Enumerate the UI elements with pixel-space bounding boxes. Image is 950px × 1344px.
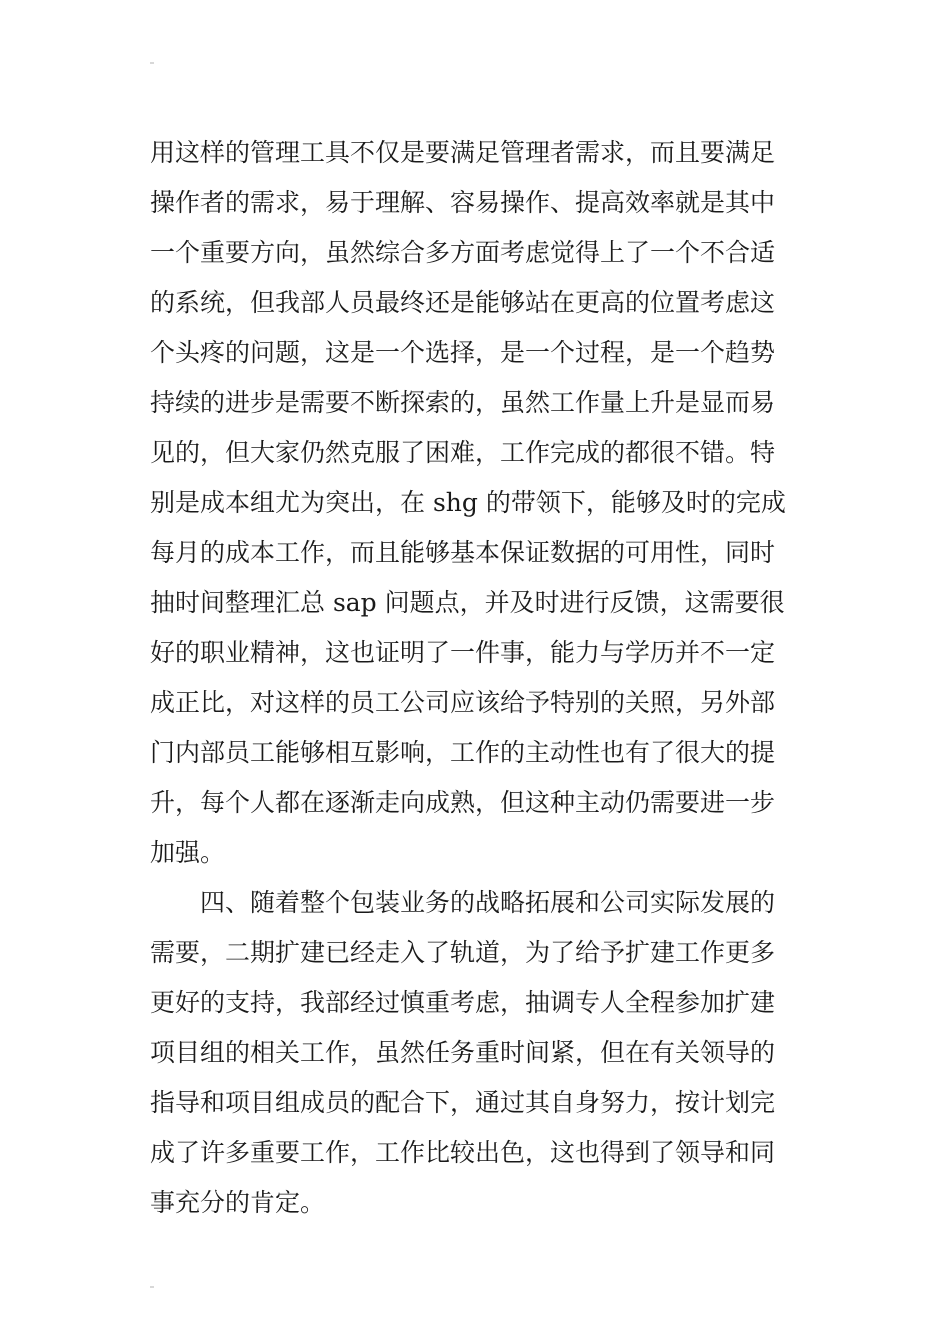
page-corner-mark-bottom [150,1286,154,1288]
text-line: 一个重要方向，虽然综合多方面考虑觉得上了一个不合适 [150,238,776,267]
text-line: 成了许多重要工作，工作比较出色，这也得到了领导和同 [150,1138,776,1167]
text-line: 成正比，对这样的员工公司应该给予特别的关照，另外部 [150,688,776,717]
text-line: 门内部员工能够相互影响，工作的主动性也有了很大的提 [150,738,776,767]
text-line: 个头疼的问题，这是一个选择，是一个过程，是一个趋势 [150,338,776,367]
text-line: 每月的成本工作，而且能够基本保证数据的可用性，同时 [150,538,776,567]
text-line: 事充分的肯定。 [150,1188,326,1217]
text-line: 升，每个人都在逐渐走向成熟，但这种主动仍需要进一步 [150,788,776,817]
text-line: 持续的进步是需要不断探索的，虽然工作量上升是显而易 [150,388,776,417]
body-text [150,128,802,1228]
text-line: 用这样的管理工具不仅是要满足管理者需求，而且要满足 [150,138,776,167]
text-line: 需要，二期扩建已经走入了轨道，为了给予扩建工作更多 [150,938,776,967]
text-line: 操作者的需求，易于理解、容易操作、提高效率就是其中 [150,188,776,217]
text-line: 抽时间整理汇总 sap 问题点，并及时进行反馈，这需要很 [150,588,785,617]
text-line: 见的，但大家仍然克服了困难，工作完成的都很不错。特 [150,438,776,467]
text-line: 加强。 [150,838,226,867]
text-line: 更好的支持，我部经过慎重考虑，抽调专人全程参加扩建 [150,988,776,1017]
text-line: 好的职业精神，这也证明了一件事，能力与学历并不一定 [150,638,776,667]
page-corner-mark-top [150,62,154,64]
text-line: 项目组的相关工作，虽然任务重时间紧，但在有关领导的 [150,1038,776,1067]
paragraph-start-line: 四、随着整个包装业务的战略拓展和公司实际发展的 [200,888,776,917]
text-line: 别是成本组尤为突出，在 shg 的带领下，能够及时的完成 [150,488,786,517]
text-line: 指导和项目组成员的配合下，通过其自身努力，按计划完 [150,1088,776,1117]
text-line: 的系统，但我部人员最终还是能够站在更高的位置考虑这 [150,288,776,317]
